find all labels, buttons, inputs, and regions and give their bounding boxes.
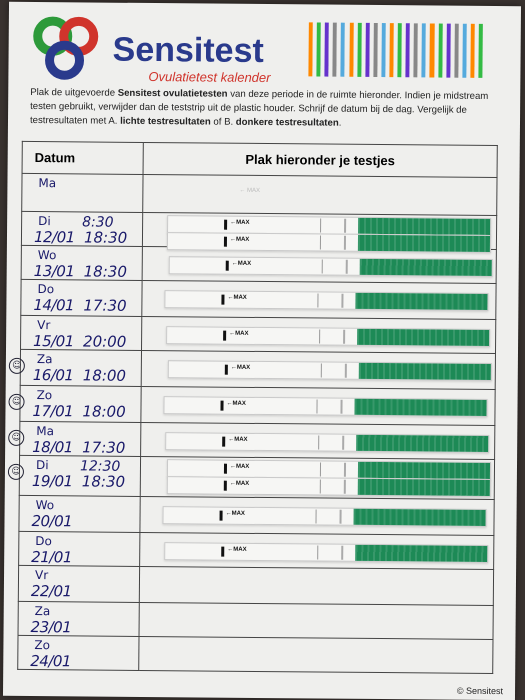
handwritten-time: 18:30 bbox=[81, 472, 126, 491]
strip-max-label: ←MAX bbox=[229, 236, 250, 243]
date-cell bbox=[18, 635, 139, 670]
day-label: Di bbox=[35, 458, 49, 473]
handwritten-time: 18:00 bbox=[82, 402, 126, 421]
strip-handle bbox=[355, 545, 487, 562]
calendar-row bbox=[18, 601, 493, 639]
ovulation-test-strip bbox=[163, 396, 487, 417]
calendar-table bbox=[11, 141, 498, 674]
strip-cell bbox=[142, 212, 496, 249]
strip-handle bbox=[353, 509, 485, 526]
handwritten-date: 16/01 bbox=[32, 366, 74, 385]
strip-handle bbox=[357, 329, 489, 346]
calendar-row bbox=[20, 421, 495, 459]
strip-max-label: ←MAX bbox=[229, 330, 249, 337]
calendar-row bbox=[18, 565, 493, 605]
strip-cell bbox=[139, 602, 493, 639]
handwritten-date: 14/01 bbox=[33, 296, 75, 315]
strip-handle bbox=[358, 479, 490, 496]
column-header-strips: Plak hieronder je testjes bbox=[143, 142, 497, 177]
handwritten-date: 22/01 bbox=[30, 581, 72, 601]
day-label: Zo bbox=[36, 388, 53, 403]
calendar-row bbox=[20, 349, 495, 389]
handwritten-date: 18/01 bbox=[32, 437, 73, 457]
day-label: Wo bbox=[35, 498, 55, 513]
date-cell bbox=[19, 495, 140, 532]
calendar-row bbox=[18, 635, 493, 673]
column-header-date: Datum bbox=[22, 141, 143, 174]
strip-max-label: ←MAX bbox=[229, 463, 250, 470]
date-cell bbox=[18, 565, 139, 602]
strip-handle bbox=[358, 218, 490, 235]
strip-handle bbox=[355, 293, 487, 310]
brand-subtitle: Ovulatietest kalender bbox=[148, 68, 271, 86]
calendar-row bbox=[21, 279, 496, 319]
day-label: Di bbox=[38, 214, 51, 229]
handwritten-time: 17:30 bbox=[82, 438, 126, 457]
handwritten-time: 18:30 bbox=[83, 228, 128, 247]
calendar-row bbox=[19, 531, 494, 569]
day-label: Ma bbox=[36, 424, 55, 439]
strip-cell bbox=[139, 636, 493, 673]
strip-cell bbox=[140, 456, 494, 499]
handwritten-time-extra: 12:30 bbox=[79, 458, 121, 475]
strip-cell bbox=[141, 422, 495, 459]
date-cell bbox=[11, 421, 141, 457]
strip-max-label: ←MAX bbox=[230, 364, 251, 371]
strip-max-label: ←MAX bbox=[225, 510, 245, 517]
calendar-row bbox=[20, 385, 495, 425]
strip-cell bbox=[140, 496, 494, 535]
ovulation-test-strip bbox=[162, 506, 486, 527]
date-cell bbox=[21, 279, 142, 316]
handwritten-date: 21/01 bbox=[31, 547, 73, 567]
date-cell bbox=[22, 173, 143, 212]
handwritten-date: 12/01 bbox=[33, 228, 75, 247]
strip-max-label: ←MAX bbox=[228, 436, 248, 443]
day-label: Zo bbox=[34, 638, 51, 653]
smiley-face-icon: ☺ bbox=[8, 464, 24, 480]
strip-cell bbox=[140, 532, 494, 569]
day-label: Za bbox=[36, 352, 53, 367]
calendar-row bbox=[19, 455, 494, 499]
handwritten-date: 15/01 bbox=[32, 332, 74, 351]
copyright: © Sensitest bbox=[456, 685, 504, 697]
smiley-face-icon: ☺ bbox=[8, 394, 24, 410]
brand-name: Sensitest bbox=[112, 30, 264, 71]
example-max-label: ← MAX bbox=[239, 187, 261, 194]
ovulation-test-strip bbox=[165, 432, 489, 453]
instructions bbox=[30, 86, 500, 132]
handwritten-date: 13/01 bbox=[33, 262, 75, 281]
strip-handle bbox=[354, 399, 486, 416]
strip-cell bbox=[142, 246, 496, 283]
smiley-face-icon: ☺ bbox=[9, 358, 25, 374]
handwritten-time: 18:00 bbox=[82, 366, 127, 385]
strip-cell bbox=[142, 316, 496, 353]
ovulation-test-strip bbox=[164, 542, 488, 563]
handwritten-date: 19/01 bbox=[31, 471, 73, 491]
strip-cell bbox=[141, 386, 495, 425]
strip-max-label: ←MAX bbox=[227, 294, 247, 301]
strip-handle bbox=[360, 259, 492, 276]
strip-cell bbox=[142, 280, 496, 319]
strip-cell bbox=[139, 566, 493, 605]
calendar-row bbox=[19, 495, 494, 535]
barcode-rainbow-icon bbox=[304, 22, 482, 78]
calendar-row bbox=[21, 245, 496, 283]
handwritten-date: 20/01 bbox=[31, 511, 73, 531]
date-cell bbox=[18, 601, 139, 636]
day-label: Vr bbox=[37, 318, 51, 333]
strip-max-label: ←MAX bbox=[230, 219, 250, 226]
strip-handle bbox=[359, 363, 491, 380]
ovulation-test-strip bbox=[168, 360, 492, 381]
strip-cell bbox=[143, 174, 497, 215]
ovulation-calendar-sheet bbox=[3, 2, 521, 700]
day-label: Za bbox=[34, 604, 51, 619]
day-label: Do bbox=[37, 282, 55, 297]
ovulation-test-strip bbox=[167, 476, 491, 497]
day-label: Ma bbox=[38, 176, 57, 191]
date-cell bbox=[12, 349, 141, 386]
strip-cell bbox=[141, 350, 495, 389]
date-cell bbox=[21, 211, 142, 246]
handwritten-date: 23/01 bbox=[30, 617, 72, 637]
calendar-row bbox=[21, 211, 496, 249]
calendar-row bbox=[22, 173, 497, 215]
handwritten-date: 17/01 bbox=[32, 401, 74, 421]
strip-max-label: ←MAX bbox=[226, 400, 246, 407]
handwritten-time: 18:30 bbox=[83, 262, 127, 281]
ovulation-test-strip bbox=[164, 290, 488, 311]
handwritten-time: 17:30 bbox=[83, 296, 127, 315]
instructions-text: Plak de uitgevoerde Sensitest ovulatietesten van deze periode in de ruimte hieronder. Indien je midstream testen gebruikt, verwijder dan de teststrip uit de plastic houder. Schrijf de datum bij de dag. Vergelijk de testresultaten met A. lichte testresultaten of B. donkere testresultaten. bbox=[29, 86, 489, 129]
day-label: Wo bbox=[37, 248, 57, 263]
handwritten-time-extra: 8:30 bbox=[82, 214, 114, 231]
date-cell bbox=[21, 245, 142, 280]
date-cell bbox=[11, 385, 141, 422]
strip-max-label: ←MAX bbox=[229, 480, 250, 487]
date-cell bbox=[11, 455, 140, 496]
handwritten-date: 24/01 bbox=[30, 651, 72, 671]
date-cell bbox=[19, 531, 140, 566]
handwritten-time: 20:00 bbox=[82, 332, 127, 351]
day-label: Do bbox=[35, 534, 52, 549]
strip-handle bbox=[356, 435, 488, 452]
date-cell bbox=[21, 315, 142, 350]
ovulation-test-strip bbox=[166, 326, 490, 347]
sensitest-logo bbox=[30, 14, 109, 83]
day-label: Vr bbox=[34, 568, 49, 583]
strip-handle bbox=[358, 462, 490, 479]
ovulation-test-strip bbox=[169, 256, 493, 277]
strip-max-label: ←MAX bbox=[231, 260, 252, 267]
calendar-row bbox=[21, 315, 496, 353]
strip-max-label: ←MAX bbox=[227, 546, 247, 553]
smiley-face-icon: ☺ bbox=[8, 430, 24, 446]
